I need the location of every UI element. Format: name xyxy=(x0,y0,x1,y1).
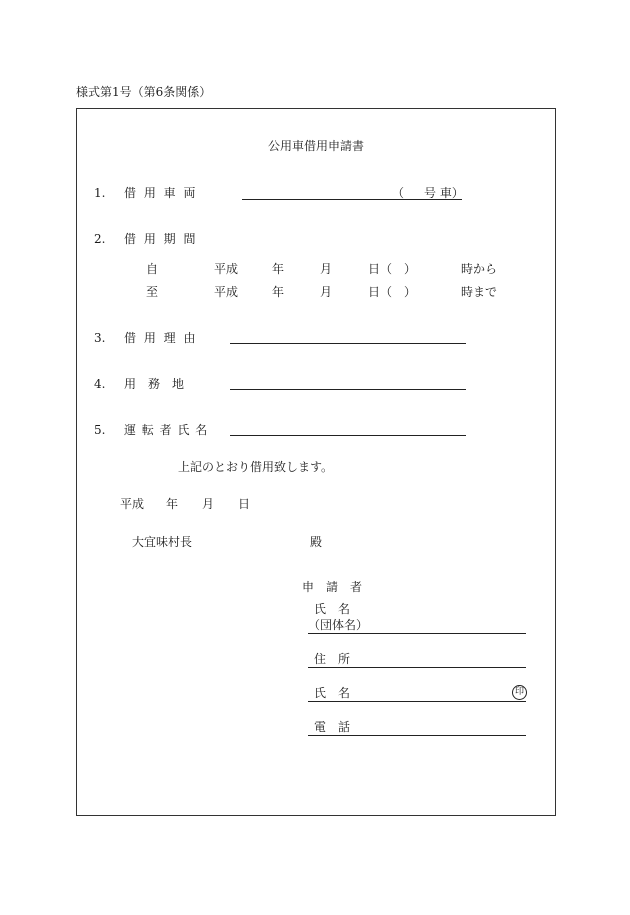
applicant-address-line[interactable] xyxy=(308,667,526,668)
period-from-suffix: 時から xyxy=(461,262,498,276)
period-from-era: 平成 xyxy=(214,262,239,276)
vehicle-input-line[interactable] xyxy=(242,199,462,200)
vehicle-paren-open: （ xyxy=(392,186,405,200)
period-to-close: ） xyxy=(404,285,417,299)
applicant-phone-label: 電 話 xyxy=(314,720,351,734)
item-reason-label: 借 用 理 由 xyxy=(124,331,198,345)
item-driver-number: 5. xyxy=(94,423,106,437)
period-from-month: 月 xyxy=(320,262,333,276)
item-driver-label: 運 転 者 氏 名 xyxy=(124,423,209,437)
applicant-name2-label: 氏 名 xyxy=(314,686,351,700)
item-vehicle-label: 借 用 車 両 xyxy=(124,186,198,200)
statement-text: 上記のとおり借用致します。 xyxy=(178,460,334,474)
item-period-label: 借 用 期 間 xyxy=(124,232,198,246)
applicant-org-label: （団体名） xyxy=(308,618,369,632)
applicant-heading: 申 請 者 xyxy=(302,580,363,594)
form-number: 様式第1号（第6条関係） xyxy=(76,85,212,99)
seal-mark: 印 xyxy=(512,685,527,700)
item-vehicle-number: 1. xyxy=(94,186,106,200)
period-to-month: 月 xyxy=(320,285,333,299)
applicant-name2-line[interactable] xyxy=(308,701,526,702)
period-from-close: ） xyxy=(404,262,417,276)
date-month: 月 xyxy=(202,497,215,511)
item-destination-number: 4. xyxy=(94,377,106,391)
applicant-phone-line[interactable] xyxy=(308,735,526,736)
period-to-era: 平成 xyxy=(214,285,239,299)
reason-input-line[interactable] xyxy=(230,343,466,344)
date-day: 日 xyxy=(238,497,251,511)
addressee-honorific: 殿 xyxy=(310,535,323,549)
form-title: 公用車借用申請書 xyxy=(268,139,365,153)
destination-input-line[interactable] xyxy=(230,389,466,390)
item-period-number: 2. xyxy=(94,232,106,246)
applicant-name-line[interactable] xyxy=(308,633,526,634)
period-to-year: 年 xyxy=(272,285,285,299)
period-from-label: 自 xyxy=(146,262,159,276)
applicant-address-label: 住 所 xyxy=(314,652,351,666)
period-from-day: 日（ xyxy=(368,262,393,276)
period-to-day: 日（ xyxy=(368,285,393,299)
addressee-name: 大宜味村長 xyxy=(132,535,193,549)
period-to-suffix: 時まで xyxy=(461,285,498,299)
date-era: 平成 xyxy=(120,497,145,511)
driver-input-line[interactable] xyxy=(230,435,466,436)
date-year: 年 xyxy=(166,497,179,511)
item-reason-number: 3. xyxy=(94,331,106,345)
period-from-year: 年 xyxy=(272,262,285,276)
applicant-name-label: 氏 名 xyxy=(314,602,351,616)
vehicle-unit: 号 車） xyxy=(424,186,464,200)
item-destination-label: 用 務 地 xyxy=(124,377,185,391)
period-to-label: 至 xyxy=(146,285,159,299)
